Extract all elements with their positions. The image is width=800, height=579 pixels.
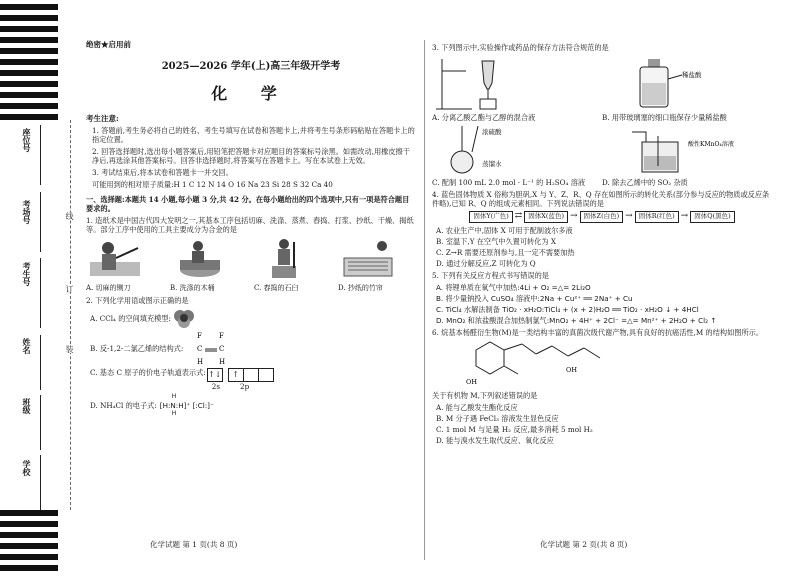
margin-label-school: 学校 — [22, 460, 32, 476]
margin-label-name: 姓名 — [22, 338, 32, 354]
chain-node-r: 固体R(红色) — [635, 211, 679, 223]
secret-mark: 绝密★启用前 — [86, 40, 131, 49]
q3-option-a[interactable] — [432, 55, 597, 122]
q6-sub-question: 关于有机物 M,下列叙述错误的是 — [432, 390, 538, 400]
note-item: 1. 答题前,考生务必将自己的姓名、考生号填写在试卷和答题卡上,并将考生号条形码粘贴在答题卡上的指定位置。 — [92, 126, 415, 145]
atomic-mass: 可能用到的相对原子质量:H 1 C 12 N 14 O 16 Na 23 Si 28 S 32 Ca 40 — [92, 180, 333, 190]
chain-node-x: 固体X(蓝色) — [524, 211, 568, 223]
q3-option-d[interactable] — [602, 122, 772, 187]
orbital-label: 2p — [240, 382, 250, 391]
q1-option-b[interactable] — [170, 238, 248, 293]
q2-option-a-text: A. CCl₄ 的空间填充模型: — [90, 313, 171, 323]
q6-option-d[interactable]: D. 能与溴水发生取代反应、氧化反应 — [436, 435, 554, 445]
q1-stem: 1. 造纸术是中国古代四大发明之一,其基本工序包括切麻、洗涤、蒸煮、舂捣、打浆、抄纸、干燥、揭纸等。部分工序中使用的工具主要成分为合金的是 — [86, 216, 414, 235]
margin-bar — [0, 114, 58, 120]
atom-label: H — [219, 358, 226, 366]
seal-char-line: 线 — [65, 212, 74, 220]
chain-node-q: 固体Q(黑色) — [690, 211, 734, 223]
q3-stem: 3. 下列图示中,实验操作或药品的保存方法符合规范的是 — [432, 43, 609, 52]
footer-page-1: 化学试题 第 1 页(共 8 页) — [150, 540, 238, 549]
q4-option-a[interactable]: A. 农业生产中,固体 X 可用于配制波尔多液 — [436, 225, 573, 235]
gas-washing-illustration — [602, 122, 742, 176]
margin-bar — [0, 103, 58, 109]
atom-label: F — [219, 332, 225, 340]
orbital-label: 2s — [211, 382, 221, 391]
orbital-diagram — [208, 368, 274, 382]
h-atom-top: H — [171, 393, 177, 400]
separating-funnel-illustration — [432, 55, 522, 111]
atom-label: C — [219, 345, 225, 353]
margin-bar — [0, 48, 58, 54]
q1-option-d[interactable] — [338, 238, 416, 293]
atom-label: F — [197, 332, 203, 340]
seal-char-pack: 装 — [65, 345, 74, 353]
margin-label-examinee: 考生号 — [22, 262, 32, 286]
molecule-m-structure — [456, 340, 626, 386]
stone-mortar-illustration — [254, 238, 314, 280]
margin-label-class: 班级 — [22, 398, 32, 414]
q5-option-c[interactable]: C. TiCl₄ 水解法制备 TiO₂ · xH₂O:TiCl₄ + (x + 2)H₂O ══ TiO₂ · xH₂O ↓ + 4HCl — [436, 304, 699, 314]
margin-bar — [0, 543, 58, 549]
note-item: 3. 考试结束后,将本试卷和答题卡一并交回。 — [92, 168, 233, 178]
bamboo-screen-illustration — [338, 238, 398, 280]
seal-char-bind: 订 — [65, 285, 74, 293]
chain-node-y: 固体Y(广色) — [469, 211, 512, 223]
fill-line-class — [40, 395, 41, 450]
section-heading: 一、选择题:本题共 14 小题,每小题 3 分,共 42 分。在每小题给出的四个选项中,只有一项是符合题目要求的。 — [86, 195, 410, 214]
q5-option-a[interactable]: A. 将锂单质在氧气中加热:4Li + O₂ =△= 2Li₂O — [436, 282, 591, 292]
q1-option-label: C. 舂捣的石臼 — [254, 284, 299, 293]
q6-stem: 6. 烷基本杨醛衍生物(M)是一类结构丰富的真菌次级代谢产物,具有良好的抗癌活性,M 的结构如图所示。 — [432, 327, 764, 337]
orbital-cell: ↑ — [228, 368, 244, 382]
orbital-cell: ↑↓ — [207, 368, 223, 382]
reagent-bottle-illustration — [602, 55, 722, 111]
binding-margin — [0, 0, 58, 579]
margin-bar — [0, 37, 58, 43]
chain-node-z: 固体Z(白色) — [580, 211, 624, 223]
page-1 — [86, 40, 416, 419]
note-item: 2. 回答选择题时,选出每小题答案后,用铅笔把答题卡对应题目的答案标号涂黑。如需改动,用橡皮擦干净后,再选涂其他答案标号。回答非选择题时,将答案写在答题卡上。写在本试卷上无效。 — [92, 147, 410, 166]
margin-bar — [0, 532, 58, 538]
margin-bar — [0, 15, 58, 21]
seal-dash-line — [70, 120, 71, 510]
margin-label-room: 考场号 — [22, 200, 32, 224]
margin-bar — [0, 92, 58, 98]
q2-stem: 2. 下列化学用语或图示正确的是 — [86, 296, 189, 305]
margin-bar — [0, 554, 58, 560]
q4-stem: 4. 蓝色固体物质 X 俗称为胆矾,X 与 Y、Z、R、Q 存在如图所示的转化关系(部分参与反应的物质或反应条件略),已知 R、Q 的组成元素相同。下列说法错误的是 — [432, 190, 770, 208]
atom-label: C — [197, 345, 203, 353]
q3-row-1 — [432, 55, 772, 122]
electron-formula — [160, 393, 214, 417]
q1-option-label: A. 切麻的铡刀 — [86, 284, 131, 293]
atom-label: H — [197, 358, 204, 366]
q2-option-b[interactable] — [90, 330, 416, 366]
q2-option-c-text: C. 基态 C 原子的价电子轨道表示式: — [90, 368, 206, 377]
fill-line-seat — [40, 125, 41, 185]
q6-option-b[interactable]: B. M 分子遇 FeCl₃ 溶液发生显色反应 — [436, 413, 559, 423]
margin-label-seat: 座位号 — [22, 128, 32, 152]
notes-title: 考生注意: — [86, 113, 119, 123]
margin-bar — [0, 4, 58, 10]
q5-option-d[interactable]: D. MnO₂ 和浓盐酸混合加热制氯气:MnO₂ + 4H⁺ + 2Cl⁻ =△= Mn²⁺ + 2H₂O + Cl₂ ↑ — [436, 315, 717, 325]
q3-option-c[interactable] — [432, 122, 597, 187]
flask-label: 蒸馏水 — [482, 160, 502, 168]
arrow-icon: ⇄ — [514, 211, 523, 222]
q1-option-label: B. 洗涤的木桶 — [170, 284, 215, 293]
q3-row-2 — [432, 122, 772, 187]
structural-formula — [183, 330, 243, 366]
bottle-label: 酸性KMnO₄溶液 — [688, 141, 734, 148]
margin-bar — [0, 70, 58, 76]
q3-option-b[interactable] — [602, 55, 772, 122]
q1-option-label: D. 抄纸的竹帘 — [338, 284, 383, 293]
arrow-icon: → — [625, 211, 633, 222]
fill-line-school — [40, 455, 41, 510]
q2-option-d-text: D. NH₄Cl 的电子式: — [90, 400, 157, 410]
flask-label: 浓硫酸 — [482, 128, 502, 136]
hydroxyl-label: OH — [466, 377, 477, 386]
q6-option-a[interactable]: A. 能与乙酸发生酯化反应 — [436, 402, 518, 412]
margin-bar — [0, 59, 58, 65]
q5-option-b[interactable]: B. 将少量钠投入 CuSO₄ 溶液中:2Na + Cu²⁺ ══ 2Na⁺ + Cu — [436, 293, 633, 303]
q3-option-label: B. 用带玻璃塞的细口瓶保存少量稀盐酸 — [602, 113, 727, 122]
h-atom-bottom: H — [171, 409, 177, 417]
q5-stem: 5. 下列有关反应方程式书写错误的是 — [432, 270, 549, 280]
q4-option-b[interactable]: B. 室温下,Y 在空气中久置可转化为 X — [436, 236, 557, 246]
q2-option-d[interactable] — [90, 393, 416, 417]
exam-title: 2025—2026 学年(上)高三年级开学考 — [161, 61, 341, 73]
subject-title: 化 学 — [211, 83, 291, 103]
volumetric-flask-illustration — [432, 122, 542, 176]
q6-option-c[interactable]: C. 1 mol M 与足量 H₂ 反应,最多消耗 5 mol H₂ — [436, 424, 593, 434]
arrow-icon: → — [680, 211, 689, 222]
column-divider — [424, 40, 425, 560]
q2-option-a[interactable] — [90, 308, 416, 328]
fill-line-name — [40, 335, 41, 390]
electron-formula-text: [H:N:H]⁺ [:Cl:]⁻ — [159, 400, 214, 410]
margin-bar — [0, 26, 58, 32]
q4-option-d[interactable]: D. 通过分解反应,Z 可转化为 Q — [436, 258, 536, 268]
margin-bar — [0, 565, 58, 571]
page-2 — [432, 40, 772, 447]
ccl4-space-filling-model — [171, 308, 197, 328]
q4-option-c[interactable]: C. Z→R 需要还原剂参与,且一定不需要加热 — [436, 247, 575, 257]
cutting-hemp-illustration — [86, 238, 146, 280]
q3-option-label: A. 分离乙酸乙酯与乙醇的混合液 — [432, 113, 536, 122]
q1-option-c[interactable] — [254, 238, 332, 293]
orbital-cell — [243, 368, 259, 382]
fill-line-examinee — [40, 258, 41, 328]
footer-page-2: 化学试题 第 2 页(共 8 页) — [540, 540, 628, 549]
q3-option-label: C. 配制 100 mL 2.0 mol · L⁻¹ 的 H₂SO₄ 溶液 — [432, 178, 586, 187]
bottle-label: 稀盐酸 — [682, 71, 702, 79]
q1-option-a[interactable] — [86, 238, 164, 293]
conversion-chain — [432, 211, 772, 223]
q2-option-c[interactable] — [90, 368, 416, 391]
orbital-cell — [258, 368, 274, 382]
arrow-icon: → — [570, 211, 578, 222]
fill-line-room — [40, 192, 41, 252]
q1-images — [86, 238, 416, 293]
hydroxyl-label: OH — [566, 365, 577, 374]
q3-option-label: D. 除去乙烯中的 SO₂ 杂质 — [602, 178, 688, 187]
margin-bar — [0, 521, 58, 527]
q2-option-b-text: B. 反-1,2-二氯乙烯的结构式: — [90, 343, 184, 353]
washing-bucket-illustration — [170, 238, 230, 280]
margin-bar — [0, 510, 58, 516]
margin-bar — [0, 81, 58, 87]
